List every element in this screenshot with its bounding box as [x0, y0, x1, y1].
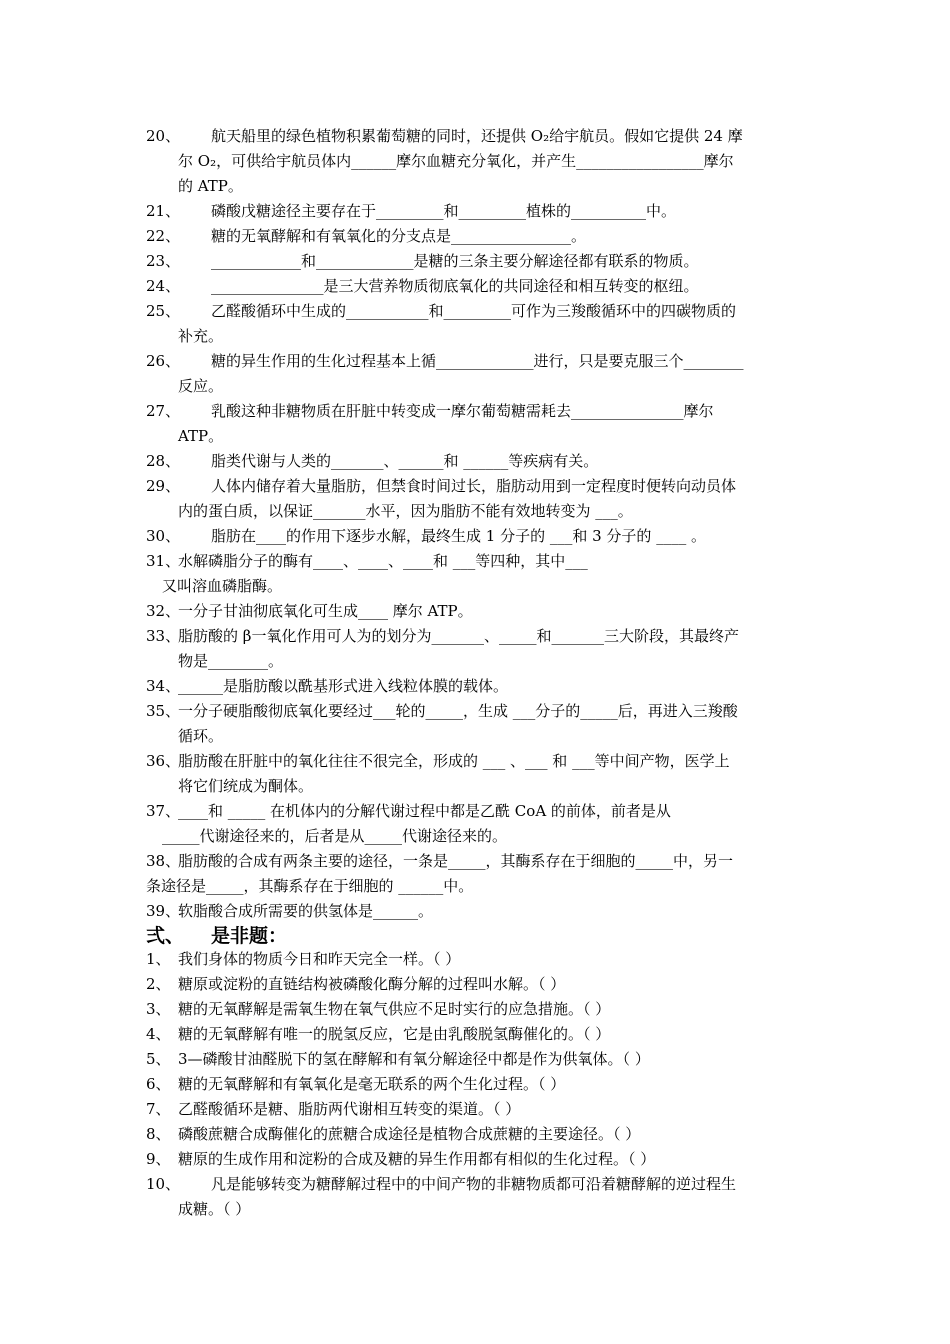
question-number: 27、 [146, 402, 181, 420]
question-number: 25、 [146, 302, 181, 320]
question-number: 22、 [146, 227, 181, 245]
question-text: 乙醛酸循环中生成的___________和_________可作为三羧酸循环中的四碳物质的 [211, 302, 737, 320]
question-text: 一分子硬脂酸彻底氧化要经过___轮的_____，生成 ___分子的_____后，再进入三羧酸 [178, 702, 738, 720]
question-text: 糖的无氧酵解有唯一的脱氢反应，它是由乳酸脱氢酶催化的。（ ） [178, 1025, 611, 1043]
question-number: 36、 [146, 752, 181, 770]
question-text: ____和 _____ 在机体内的分解代谢过程中都是乙酰 CoA 的前体，前者是从 [178, 802, 671, 820]
question-text: 糖的异生作用的生化过程基本上循_____________进行，只是要克服三个________ [211, 352, 744, 370]
question-text: 内的蛋白质，以保证_______水平，因为脂肪不能有效地转变为 ___。 [178, 502, 633, 520]
question-text: 将它们统成为酮体。 [178, 777, 314, 795]
question-number: 20、 [146, 127, 181, 145]
question-number: 30、 [146, 527, 181, 545]
question-text: 乙醛酸循环是糖、脂肪两代谢相互转变的渠道。（ ） [178, 1100, 521, 1118]
question-text: 尔 O₂，可供给宇航员体内______摩尔血糖充分氧化，并产生_________________摩尔 [178, 152, 734, 170]
question-number: 10、 [146, 1175, 181, 1193]
question-text: 物是________。 [178, 652, 284, 670]
question-text: 脂肪酸的 β一氧化作用可人为的划分为_______、_____和_______三大阶段，其最终产 [178, 627, 739, 645]
question-text: 糖的无氧酵解和有氧氧化的分支点是________________。 [211, 227, 587, 245]
question-text: 又叫溶血磷脂酶。 [162, 577, 283, 595]
question-text: 糖的无氧酵解是需氧生物在氧气供应不足时实行的应急措施。（ ） [178, 1000, 611, 1018]
question-text: 循环。 [178, 727, 224, 745]
question-text: 凡是能够转变为糖酵解过程中的中间产物的非糖物质都可沿着糖酵解的逆过程生 [211, 1175, 737, 1193]
question-text: 我们身体的物质今日和昨天完全一样。（ ） [178, 950, 461, 968]
question-number: 35、 [146, 702, 181, 720]
question-text: 航天船里的绿色植物积累葡萄糖的同时，还提供 O₂给宇航员。假如它提供 24 摩 [211, 127, 743, 145]
question-text: 乳酸这种非糖物质在肝脏中转变成一摩尔葡萄糖需耗去_______________摩尔 [211, 402, 714, 420]
question-text: 脂肪酸在肝脏中的氧化往往不很完全，形成的 ___ 、___ 和 ___等中间产物，医学上 [178, 752, 730, 770]
question-text: _______________是三大营养物质彻底氧化的共同途径和相互转变的枢纽。 [211, 277, 699, 295]
question-text: 糖的无氧酵解和有氧氧化是毫无联系的两个生化过程。（ ） [178, 1075, 566, 1093]
question-text: 磷酸蔗糖合成酶催化的蔗糖合成途径是植物合成蔗糖的主要途径。（ ） [178, 1125, 641, 1143]
question-text: 糖原或淀粉的直链结构被磷酸化酶分解的过程叫水解。（ ） [178, 975, 566, 993]
question-text: ______是脂肪酸以酰基形式进入线粒体膜的载体。 [178, 677, 509, 695]
question-number: 37、 [146, 802, 181, 820]
question-number: 29、 [146, 477, 181, 495]
question-text: 脂类代谢与人类的_______、______和 ______等疾病有关。 [211, 452, 599, 470]
question-text: 反应。 [178, 377, 224, 395]
question-number: 4、 [146, 1025, 171, 1043]
question-number: 38、 [146, 852, 181, 870]
question-text: 糖原的生成作用和淀粉的合成及糖的异生作用都有相似的生化过程。（ ） [178, 1150, 656, 1168]
question-number: 21、 [146, 202, 181, 220]
question-number: 1、 [146, 950, 171, 968]
question-number: 23、 [146, 252, 181, 270]
question-number: 2、 [146, 975, 171, 993]
section-number: 弍、 [146, 925, 185, 947]
question-number: 28、 [146, 452, 181, 470]
question-text: 成糖。（ ） [178, 1200, 251, 1218]
question-text: 条途径是_____，其酶系存在于细胞的 ______中。 [146, 877, 474, 895]
question-text: 软脂酸合成所需要的供氢体是______。 [178, 902, 434, 920]
question-text: ____________和_____________是糖的三条主要分解途径都有联系的物质。 [211, 252, 699, 270]
question-text: _____代谢途径来的，后者是从_____代谢途径来的。 [162, 827, 508, 845]
question-text: 一分子甘油彻底氧化可生成____ 摩尔 ATP。 [178, 602, 473, 620]
question-text: 人体内储存着大量脂肪，但禁食时间过长，脂肪动用到一定程度时便转向动员体 [211, 477, 737, 495]
question-text: 脂肪酸的合成有两条主要的途径，一条是_____，其酶系存在于细胞的_____中，另一 [178, 852, 734, 870]
question-text: 磷酸戊糖途径主要存在于_________和_________植株的__________中。 [211, 202, 677, 220]
question-number: 8、 [146, 1125, 171, 1143]
question-number: 39、 [146, 902, 181, 920]
question-number: 31、 [146, 552, 181, 570]
question-text: 3—磷酸甘油醛脱下的氢在酵解和有氧分解途径中都是作为供氧体。（ ） [178, 1050, 650, 1068]
question-number: 6、 [146, 1075, 171, 1093]
question-number: 9、 [146, 1150, 171, 1168]
question-text: 的 ATP。 [178, 177, 243, 195]
section-label: 是非题： [211, 925, 288, 947]
question-text: ATP。 [178, 427, 224, 445]
question-number: 33、 [146, 627, 181, 645]
question-number: 34、 [146, 677, 181, 695]
question-text: 水解磷脂分子的酶有____、____、____和 ___等四种，其中___ [178, 552, 588, 570]
question-number: 7、 [146, 1100, 171, 1118]
question-number: 5、 [146, 1050, 171, 1068]
question-number: 3、 [146, 1000, 171, 1018]
question-text: 脂肪在____的作用下逐步水解，最终生成 1 分子的 ___和 3 分子的 ____ 。 [211, 527, 706, 545]
question-number: 24、 [146, 277, 181, 295]
question-text: 补充。 [178, 327, 224, 345]
question-number: 26、 [146, 352, 181, 370]
question-number: 32、 [146, 602, 181, 620]
